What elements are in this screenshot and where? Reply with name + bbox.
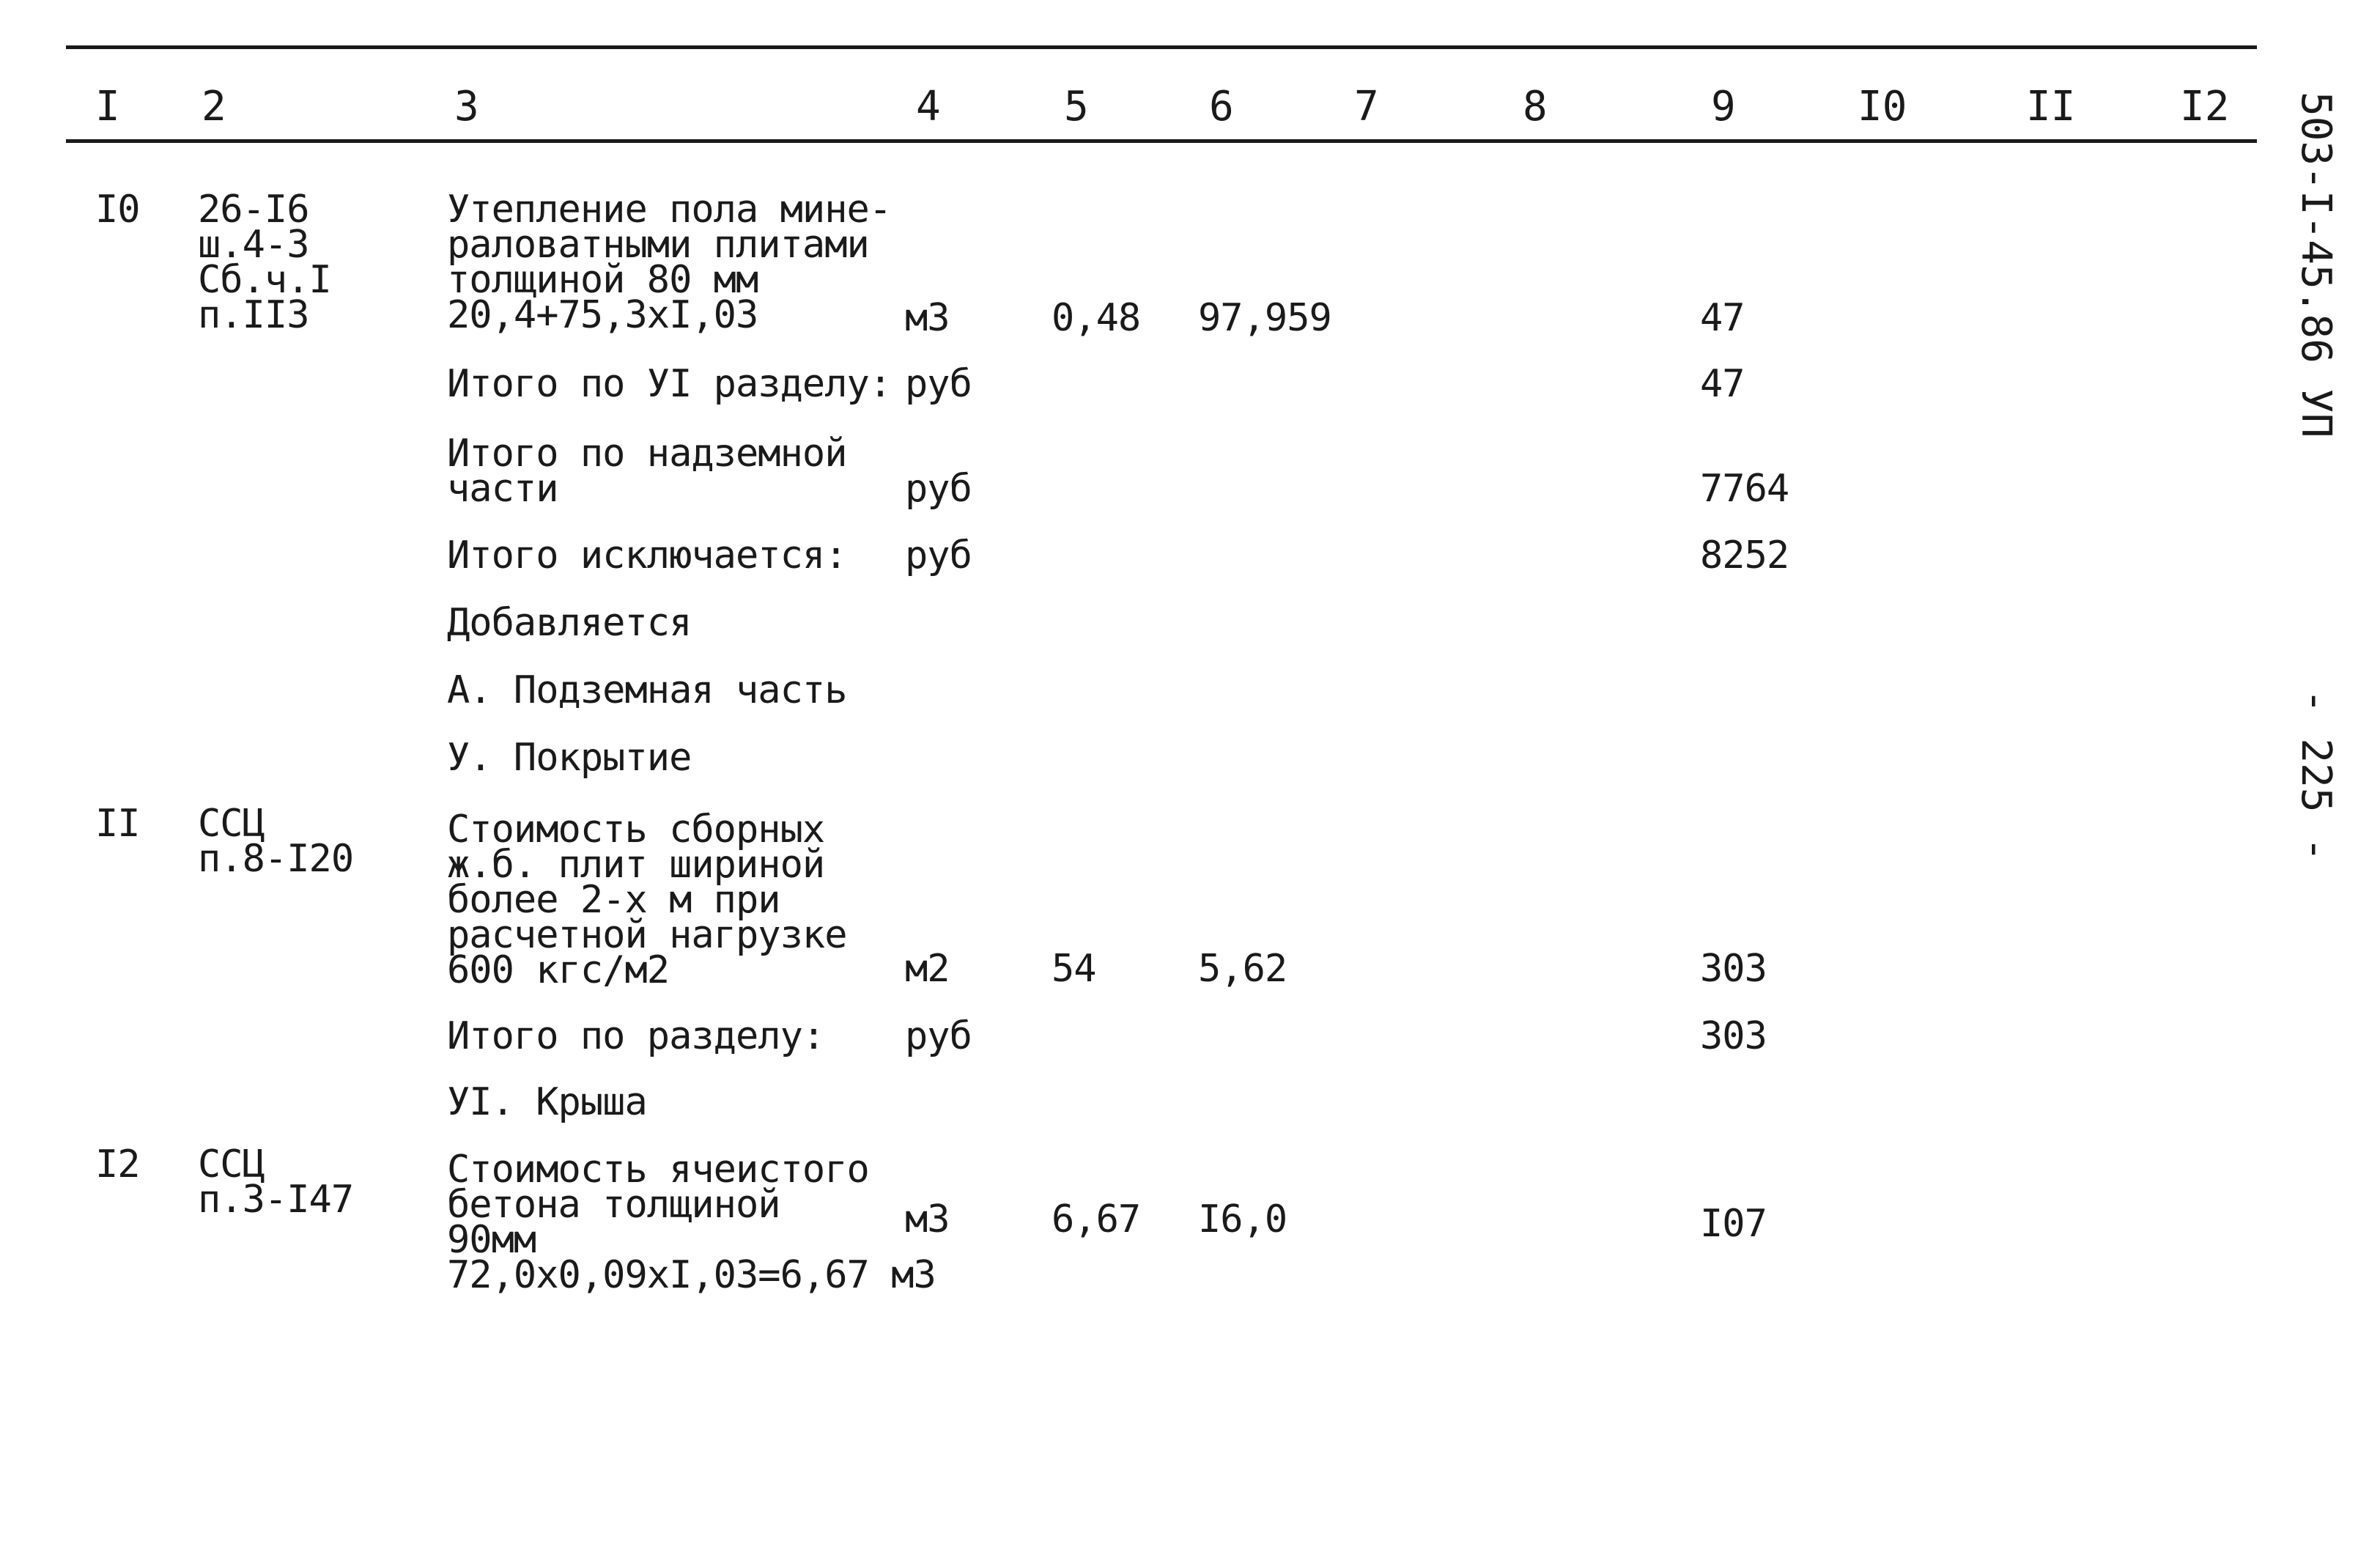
row-number: I0: [95, 188, 140, 232]
unit: руб: [905, 534, 972, 577]
subtotal-label: Итого по надземной части: [447, 432, 847, 511]
col-header-4: 4: [916, 83, 941, 130]
header-rule: [66, 139, 2257, 143]
unit-price: I6,0: [1198, 1197, 1287, 1241]
col-header-8: 8: [1523, 83, 1548, 130]
subtotal-value: 47: [1700, 362, 1745, 406]
unit: руб: [905, 1014, 972, 1058]
total-cost: I07: [1700, 1202, 1767, 1246]
unit: руб: [905, 467, 972, 511]
section-heading: УI. Крыша: [447, 1080, 647, 1124]
row-number: II: [95, 802, 140, 846]
work-description: Стоимость ячеистого бетона толщиной 90мм 72,0x0,09xI,03=6,67 м3: [447, 1148, 936, 1297]
unit: м3: [905, 296, 950, 340]
subtotal-value: 303: [1700, 1014, 1767, 1058]
norm-code: 26-I6 ш.4-3 Сб.ч.I п.II3: [198, 188, 331, 337]
subtotal-value: 8252: [1700, 534, 1789, 577]
unit: м3: [905, 1197, 950, 1241]
col-header-10: I0: [1858, 83, 1907, 130]
unit-price: 5,62: [1198, 947, 1287, 991]
col-header-6: 6: [1209, 83, 1234, 130]
col-header-3: 3: [454, 83, 479, 130]
total-cost: 303: [1700, 947, 1767, 991]
col-header-12: I2: [2180, 83, 2230, 130]
document-code: 503-I-45.86: [2292, 92, 2340, 363]
norm-code: ССЦ п.8-I20: [198, 802, 354, 881]
work-description: Стоимость сборных ж.б. плит шириной более 2-х м при расчетной нагрузке 600 кгс/м2: [447, 808, 847, 992]
col-header-5: 5: [1064, 83, 1089, 130]
col-header-1: I: [95, 83, 120, 130]
total-cost: 47: [1700, 296, 1745, 340]
quantity: 6,67: [1052, 1197, 1141, 1241]
page-number: - 225 -: [2292, 689, 2340, 863]
norm-code: ССЦ п.3-I47: [198, 1142, 354, 1222]
quantity: 0,48: [1052, 296, 1141, 340]
top-rule: [66, 45, 2257, 49]
subtotal-label: Итого по УI разделу:: [447, 362, 892, 406]
section-heading: Добавляется: [447, 601, 692, 645]
row-number: I2: [95, 1142, 140, 1186]
unit-price: 97,959: [1198, 296, 1331, 340]
col-header-11: II: [2026, 83, 2076, 130]
unit: руб: [905, 362, 972, 406]
album-label: УП: [2292, 388, 2340, 438]
subtotal-label: Итого по разделу:: [447, 1014, 825, 1058]
section-heading: У. Покрытие: [447, 736, 692, 780]
col-header-2: 2: [202, 83, 226, 130]
subtotal-label: Итого исключается:: [447, 534, 847, 577]
col-header-9: 9: [1711, 83, 1736, 130]
unit: м2: [905, 947, 950, 991]
quantity: 54: [1052, 947, 1096, 991]
section-heading: А. Подземная часть: [447, 668, 847, 712]
subtotal-value: 7764: [1700, 467, 1789, 511]
work-description: Утепление пола мине- раловатными плитами толщиной 80 мм 20,4+75,3xI,03: [447, 188, 892, 337]
col-header-7: 7: [1354, 83, 1379, 130]
